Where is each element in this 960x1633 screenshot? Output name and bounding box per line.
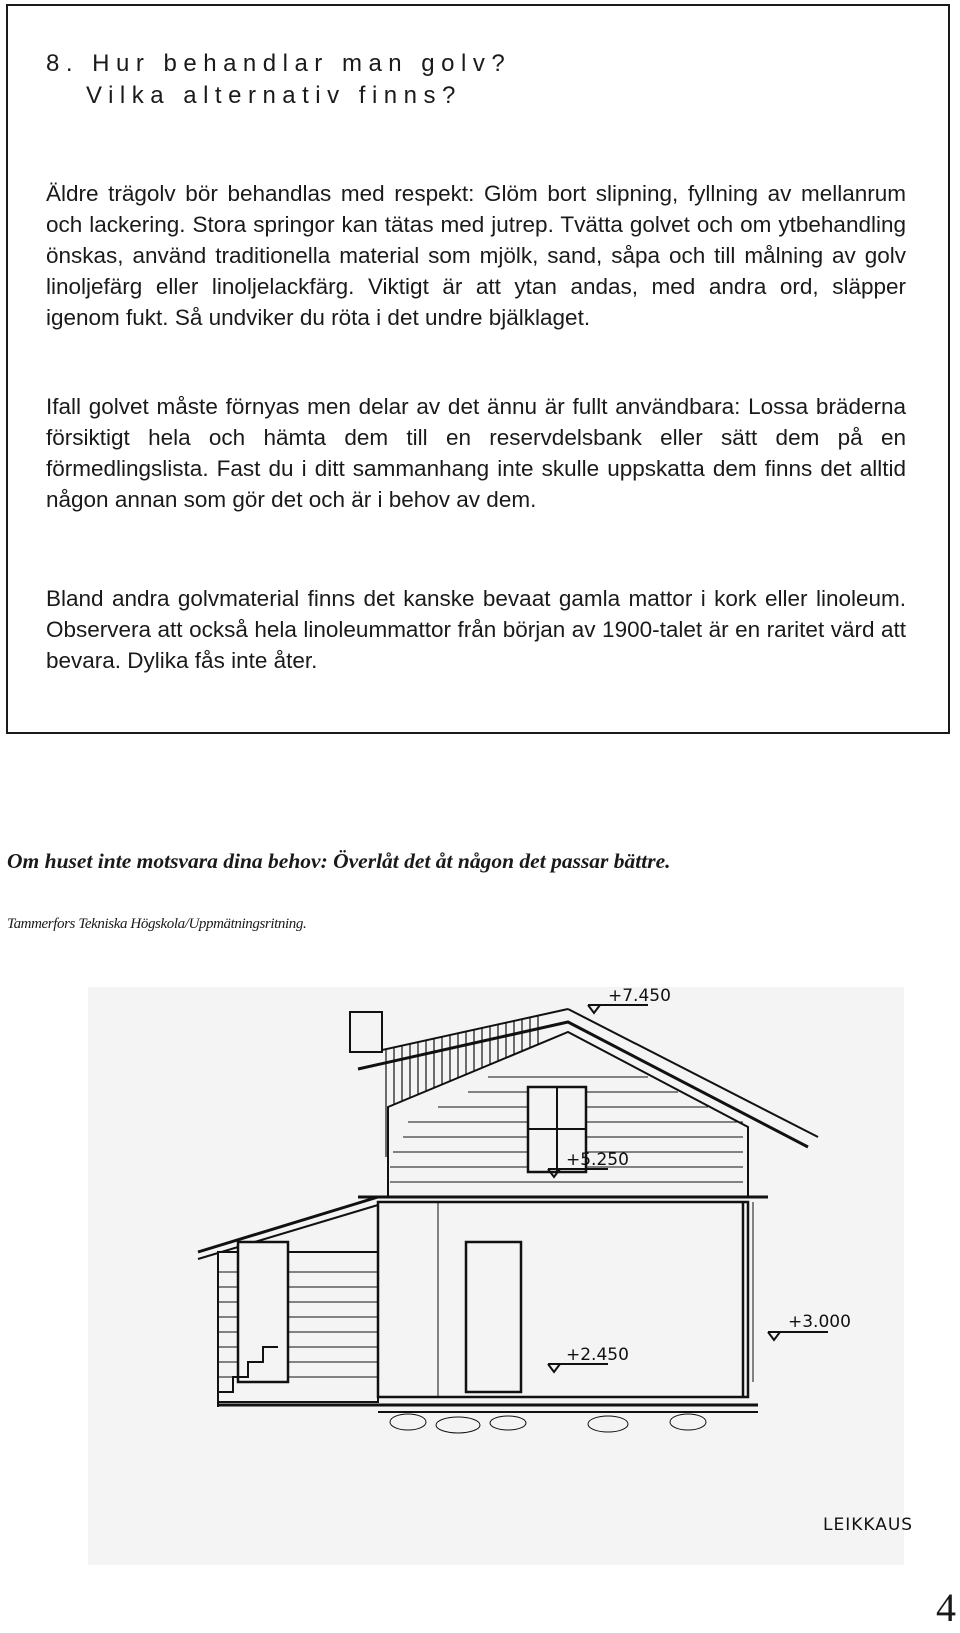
page-number: 4 — [936, 1585, 956, 1630]
paragraph-2: Ifall golvet måste förnyas men delar av det ännu är fullt användbara: Lossa bräderna försiktigt hela och hämta dem till en reservdelsbank eller sätt dem på en förmedlingslista. Fast du i ditt sammanhang inte skulle uppskatta dem finns det alltid någon annan som gör det och är i behov av dem. — [46, 394, 906, 512]
level-top-label: +7.450 — [608, 986, 671, 1006]
section-label: LEIKKAUS — [823, 1515, 914, 1535]
level-right-label: +3.000 — [788, 1312, 851, 1332]
figure-credit: Tammerfors Tekniska Högskola/Uppmätningsritning. — [7, 916, 307, 932]
section-heading — [46, 48, 511, 112]
heading-line-2: Vilka alternativ finns? — [86, 82, 462, 109]
paragraph-3: Bland andra golvmaterial finns det kanske bevaat gamla mattor i kork eller linoleum. Observera att också hela linoleummattor från början av 1900-talet är en raritet värd att bevara. Dylika fås inte åter. — [46, 586, 906, 673]
heading-line-1: 8. Hur behandlar man golv? — [46, 50, 512, 77]
level-floor-label: +2.450 — [566, 1345, 629, 1365]
level-upper-label: +5.250 — [566, 1150, 629, 1170]
house-section-drawing — [88, 986, 914, 1565]
figure-caption: Om huset inte motsvara dina behov: Överlåt det åt någon det passar bättre. — [7, 849, 671, 873]
paragraph-1: Äldre trägolv bör behandlas med respekt: Glöm bort slipning, fyllning av mellanrum och lackering. Stora springor kan tätas med jutrep. Tvätta golvet och om ytbehandling önskas, använd traditionella material som mjölk, sand, såpa och till målning av golv linoljefärg eller linoljelackfärg. Viktigt är att ytan andas, med andra ord, släpper igenom fukt. Så undviker du röta i det undre bjälklaget. — [46, 181, 906, 330]
